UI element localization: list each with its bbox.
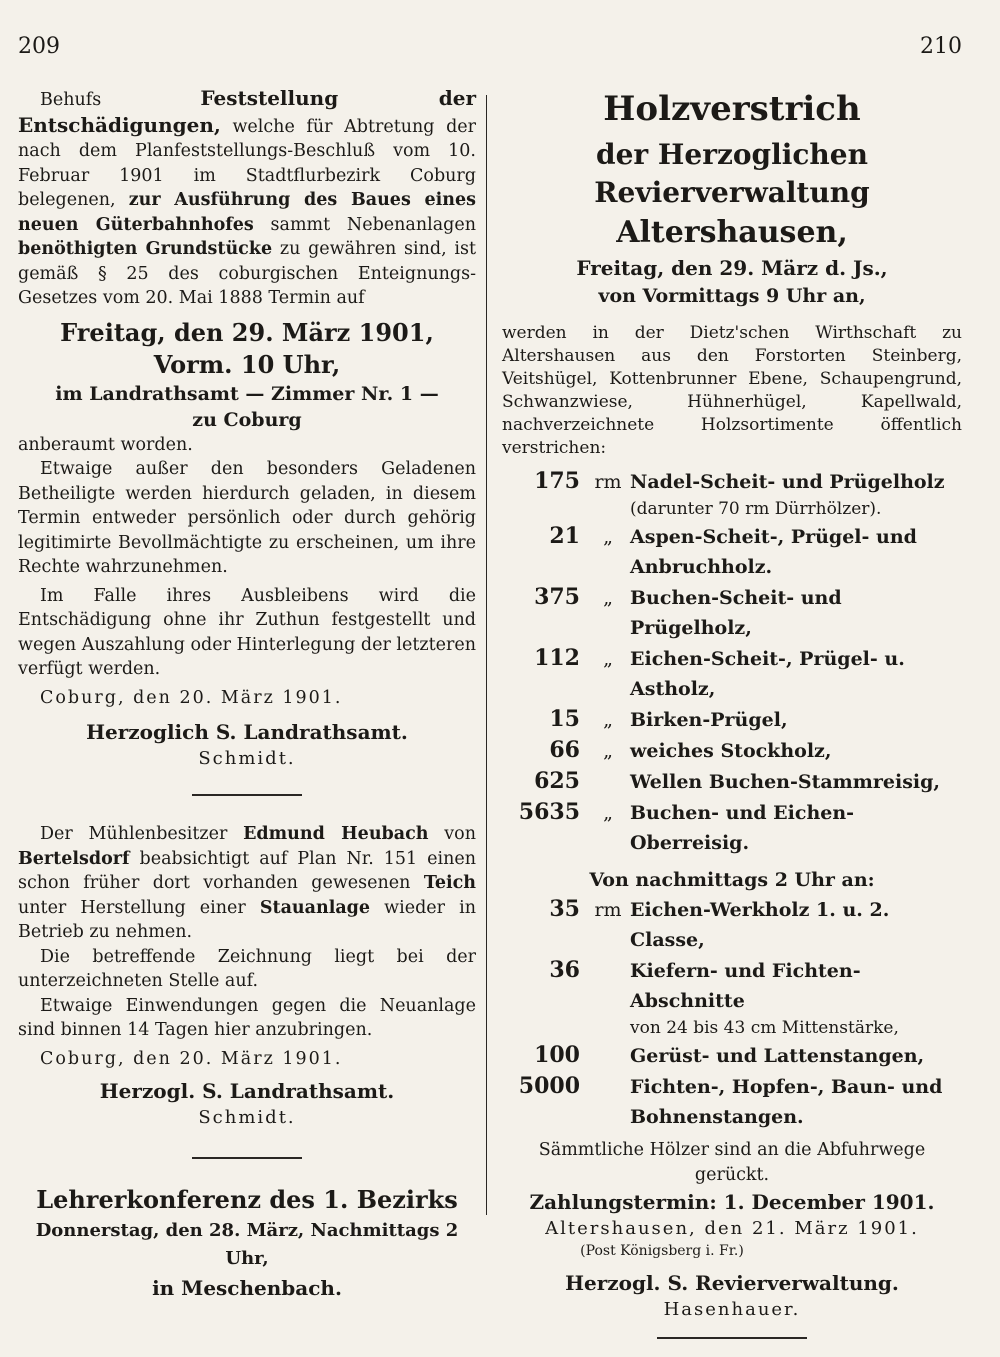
- note: Sämmtliche Hölzer sind an die Abfuhrwege gerückt.: [538, 1140, 926, 1185]
- right-column: [502, 86, 962, 1357]
- conference-title: Lehrerkonferenz des 1. Bezirks: [36, 1185, 458, 1214]
- auction-time: von Vormittags 9 Uhr an,: [598, 285, 866, 307]
- meeting-date: Freitag, den 29. März 1901, Vorm. 10 Uhr,: [60, 317, 434, 379]
- meeting-place: im Landrathsamt — Zimmer Nr. 1 —: [55, 382, 439, 405]
- item-unit: „: [603, 802, 613, 824]
- item-quantity: 36: [549, 957, 580, 983]
- notice-paragraph: Der Mühlenbesitzer Edmund Heubach von Bertelsdorf beabsichtigt auf Plan Nr. 151 einen schon früher dort vorhanden gewesenen Teich unter Herstellung einer Stauanlage wieder in Betrieb zu nehmen.: [18, 824, 476, 942]
- notice-expropriation: [18, 86, 476, 772]
- item-quantity: 112: [534, 645, 580, 671]
- wood-item: [502, 582, 962, 643]
- item-description: Fichten-, Hopfen-, Baun- und Bohnenstangen.: [630, 1076, 943, 1128]
- post-office: (Post Königsberg i. Fr.): [580, 1243, 744, 1259]
- notice-pond: [18, 822, 476, 1131]
- item-description: Buchen-Scheit- und Prügelholz,: [630, 587, 842, 639]
- wood-item: [502, 766, 962, 797]
- item-quantity: 5000: [518, 1073, 580, 1099]
- item-description: weiches Stockholz,: [630, 740, 832, 762]
- auction-subtitle: der Herzoglichen Revierverwaltung: [594, 138, 870, 209]
- notice-paragraph: Die betreffende Zeichnung liegt bei der unterzeichneten Stelle auf.: [18, 946, 476, 991]
- conference-date: Donnerstag, den 28. März, Nachmittags 2 Uhr,: [35, 1220, 459, 1269]
- auction-date: Freitag, den 29. März d. Js.,: [576, 256, 888, 280]
- wood-item: [502, 643, 962, 704]
- item-description: Wellen Buchen-Stammreisig,: [630, 771, 941, 793]
- item-unit: rm: [594, 471, 622, 493]
- item-quantity: 175: [534, 468, 580, 494]
- morning-items: [502, 466, 962, 858]
- notice-paragraph: Etwaige Einwendungen gegen die Neuanlage sind binnen 14 Tagen hier anzubringen.: [18, 995, 476, 1040]
- signer: Schmidt.: [198, 1107, 296, 1128]
- dateline: Coburg, den 20. März 1901.: [40, 687, 343, 708]
- auction-place: Altershausen,: [616, 215, 848, 250]
- item-description: Nadel-Scheit- und Prügelholz: [630, 471, 945, 493]
- signer: Hasenhauer.: [663, 1299, 801, 1320]
- column-divider: [486, 95, 487, 1215]
- separator: [192, 794, 302, 796]
- separator: [192, 1157, 302, 1159]
- wood-item: [502, 1071, 962, 1132]
- page-number-left: 209: [18, 34, 60, 59]
- issuing-office: Herzoglich S. Landrathsamt.: [86, 720, 408, 744]
- item-unit: „: [603, 709, 613, 731]
- item-quantity: 21: [549, 523, 580, 549]
- wood-item: [502, 735, 962, 766]
- wood-item: [502, 1040, 962, 1071]
- issuing-office: Herzogl. S. Landrathsamt.: [99, 1079, 395, 1103]
- item-description: Gerüst- und Lattenstangen,: [630, 1045, 925, 1067]
- item-quantity: 5635: [518, 799, 580, 825]
- item-unit: rm: [594, 899, 622, 921]
- item-unit: „: [603, 648, 613, 670]
- dateline: Altershausen, den 21. März 1901.: [545, 1218, 919, 1239]
- left-column: [18, 86, 476, 1303]
- item-description: Eichen-Werkholz 1. u. 2. Classe,: [630, 899, 890, 951]
- item-unit: „: [603, 526, 613, 548]
- item-description: Aspen-Scheit-, Prügel- und Anbruchholz.: [630, 526, 917, 578]
- dateline: Coburg, den 20. März 1901.: [40, 1048, 343, 1069]
- wood-item: [502, 955, 962, 1016]
- item-quantity: 375: [534, 584, 580, 610]
- item-quantity: 66: [549, 737, 580, 763]
- item-quantity: 35: [549, 896, 580, 922]
- notice-paragraph: Behufs Feststellung der Entschädigungen, welche für Abtretung der nach dem Planfeststellungs-Beschluß vom 10. Februar 1901 im Stadtflurbezirk Coburg belegenen, zur Ausführung des Baues eines neuen Güterbahnhofes sammt Nebenanlagen benöthigten Grundstücke zu gewähren sind, ist gemäß § 25 des coburgischen Enteignungs-Gesetzes vom 20. Mai 1888 Termin auf: [18, 86, 476, 308]
- auction-title: Holzverstrich: [603, 89, 861, 129]
- scheduled-text: anberaumt worden.: [18, 434, 193, 455]
- wood-item: [502, 521, 962, 582]
- afternoon-items: [502, 894, 962, 1132]
- wood-item: [502, 797, 962, 858]
- signer: Schmidt.: [198, 748, 296, 769]
- item-unit: „: [603, 740, 613, 762]
- auction-intro: werden in der Dietz'schen Wirthschaft zu Altershausen aus den Forstorten Steinberg, Veitshügel, Kottenbrunner Ebene, Schaupengrund, Schwanzwiese, Hühnerhügel, Kapellwald, nachverzeichnete Holzsortimente öffentlich verstrichen:: [502, 323, 962, 458]
- afternoon-heading: Von nachmittags 2 Uhr an:: [589, 869, 875, 891]
- separator: [657, 1337, 807, 1339]
- notice-paragraph: Etwaige außer den besonders Geladenen Betheiligte werden hierdurch geladen, in diesem Termin entweder persönlich oder durch gehörig legitimirte Bevollmächtigte zu erscheinen, um ihre Rechte wahrzunehmen.: [18, 459, 476, 577]
- issuing-office: Herzogl. S. Revierverwaltung.: [565, 1271, 899, 1295]
- wood-item: [502, 894, 962, 955]
- item-note: von 24 bis 43 cm Mittenstärke,: [630, 1018, 899, 1038]
- conference-place: in Meschenbach.: [152, 1276, 342, 1300]
- item-description: Birken-Prügel,: [630, 709, 788, 731]
- wood-item: [502, 466, 962, 497]
- item-unit: „: [603, 587, 613, 609]
- notice-paragraph: Im Falle ihres Ausbleibens wird die Entschädigung ohne ihr Zuthun festgestellt und wegen Auszahlung oder Hinterlegung der letzteren verfügt werden.: [18, 585, 476, 679]
- item-quantity: 15: [549, 706, 580, 732]
- item-description: Kiefern- und Fichten-Abschnitte: [630, 960, 861, 1012]
- payment-date: Zahlungstermin: 1. December 1901.: [529, 1190, 935, 1214]
- item-note: (darunter 70 rm Dürrhölzer).: [630, 499, 882, 519]
- item-description: Buchen- und Eichen-Oberreisig.: [630, 802, 855, 854]
- page-number-right: 210: [920, 34, 962, 59]
- item-quantity: 100: [534, 1042, 580, 1068]
- item-description: Eichen-Scheit-, Prügel- u. Astholz,: [630, 648, 905, 700]
- item-quantity: 625: [534, 768, 580, 794]
- meeting-city: zu Coburg: [192, 408, 302, 431]
- notice-teachers-conference: [18, 1183, 476, 1303]
- wood-item: [502, 704, 962, 735]
